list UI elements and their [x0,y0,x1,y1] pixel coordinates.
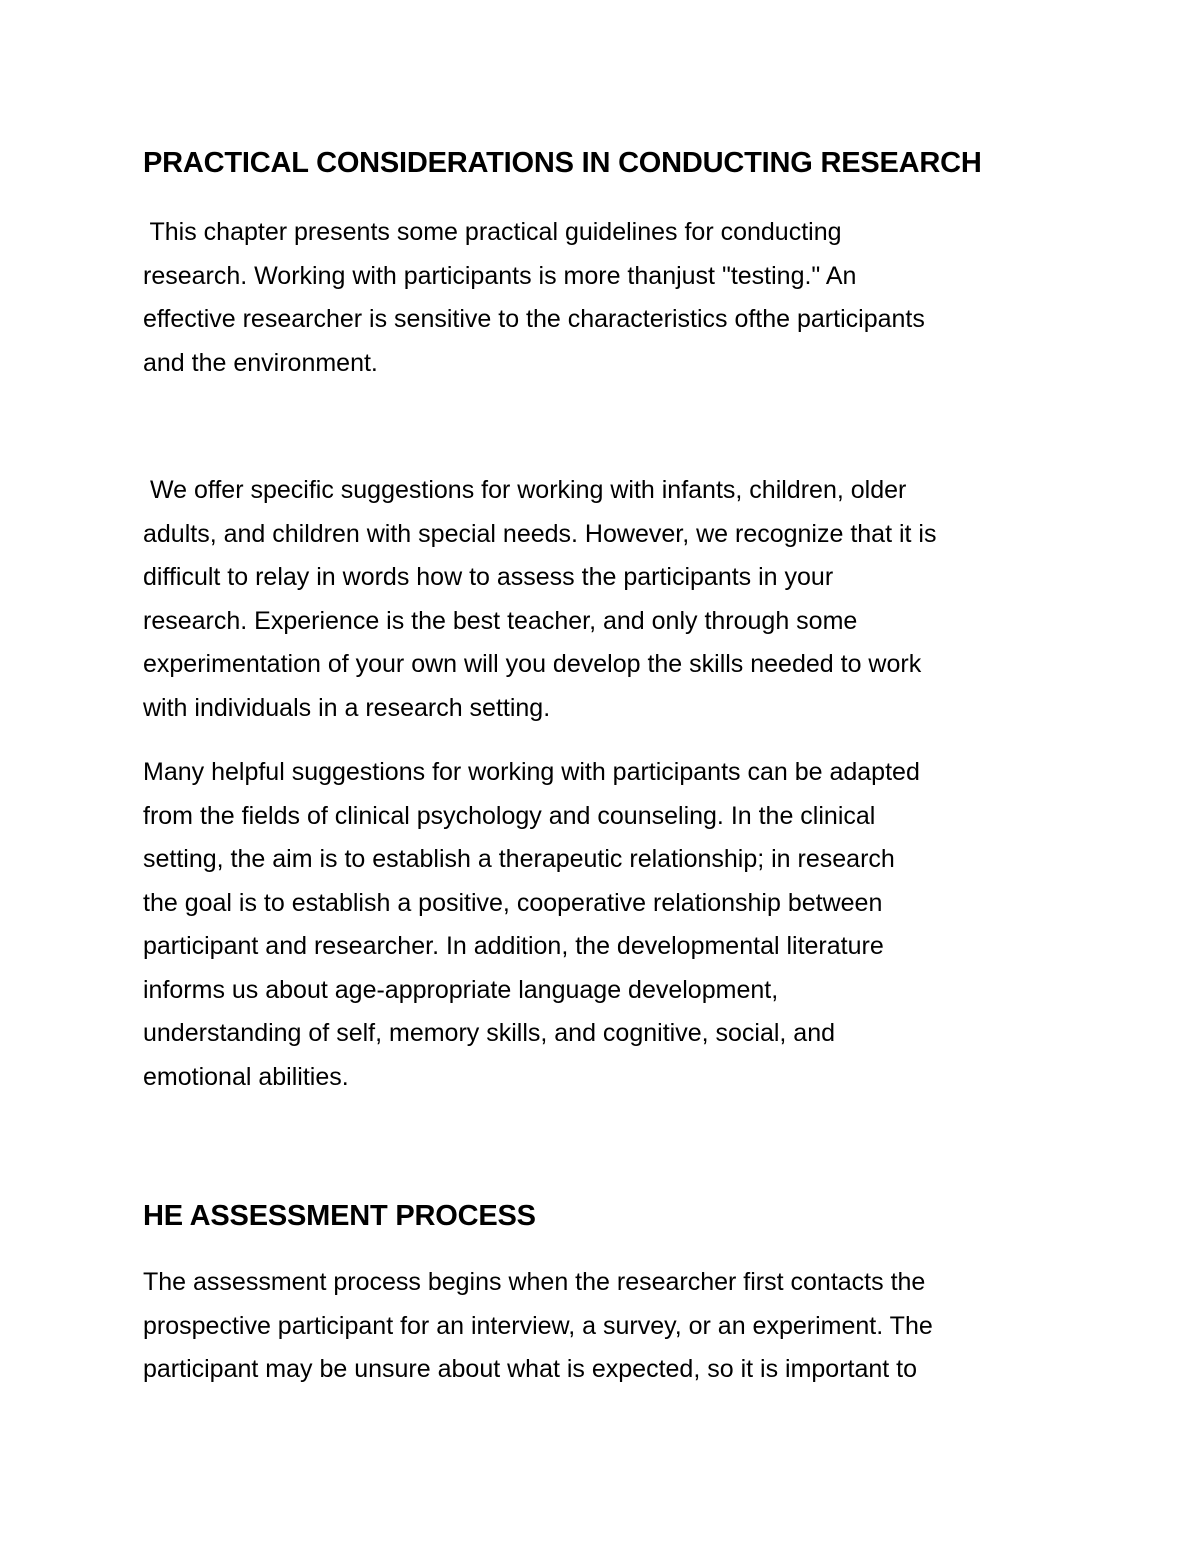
paragraph-line: emotional abilities. [143,1062,349,1091]
page-title: PRACTICAL CONSIDERATIONS IN CONDUCTING RESEARCH [143,147,982,179]
paragraph-line: and the environment. [143,348,378,377]
paragraph-intro [143,211,925,385]
paragraph-line: participant and researcher. In addition, the developmental literature [143,932,884,960]
paragraph-line: Many helpful suggestions for working with participants can be adapted [143,758,920,786]
paragraph-line: setting, the aim is to establish a therapeutic relationship; in research [143,845,895,873]
paragraph-clinical [143,751,920,1099]
paragraph-line: prospective participant for an interview, a survey, or an experiment. The [143,1311,933,1340]
paragraph-line: The assessment process begins when the researcher first contacts the [143,1268,926,1296]
paragraph-line: the goal is to establish a positive, cooperative relationship between [143,888,883,917]
paragraph-line: effective researcher is sensitive to the characteristics ofthe participants [143,305,925,333]
paragraph-line: research. Working with participants is more thanjust "testing." An [143,261,857,290]
paragraph-line: informs us about age-appropriate language development, [143,975,779,1004]
paragraph-line: from the fields of clinical psychology and counseling. In the clinical [143,801,876,830]
paragraph-line: We offer specific suggestions for working with infants, children, older [143,476,907,504]
paragraph-line: participant may be unsure about what is expected, so it is important to [143,1355,918,1383]
paragraph-line: with individuals in a research setting. [143,693,551,722]
section-heading: HE ASSESSMENT PROCESS [143,1200,536,1232]
paragraph-line: research. Experience is the best teacher, and only through some [143,606,858,635]
paragraph-line: difficult to relay in words how to assess the participants in your [143,563,834,591]
paragraph-line: adults, and children with special needs. However, we recognize that it is [143,519,937,548]
paragraph-line: This chapter presents some practical guidelines for conducting [143,218,842,246]
paragraph-line: experimentation of your own will you develop the skills needed to work [143,650,922,678]
paragraph-suggestions [143,469,936,730]
paragraph-assessment [143,1261,933,1392]
paragraph-line: understanding of self, memory skills, and cognitive, social, and [143,1019,836,1047]
